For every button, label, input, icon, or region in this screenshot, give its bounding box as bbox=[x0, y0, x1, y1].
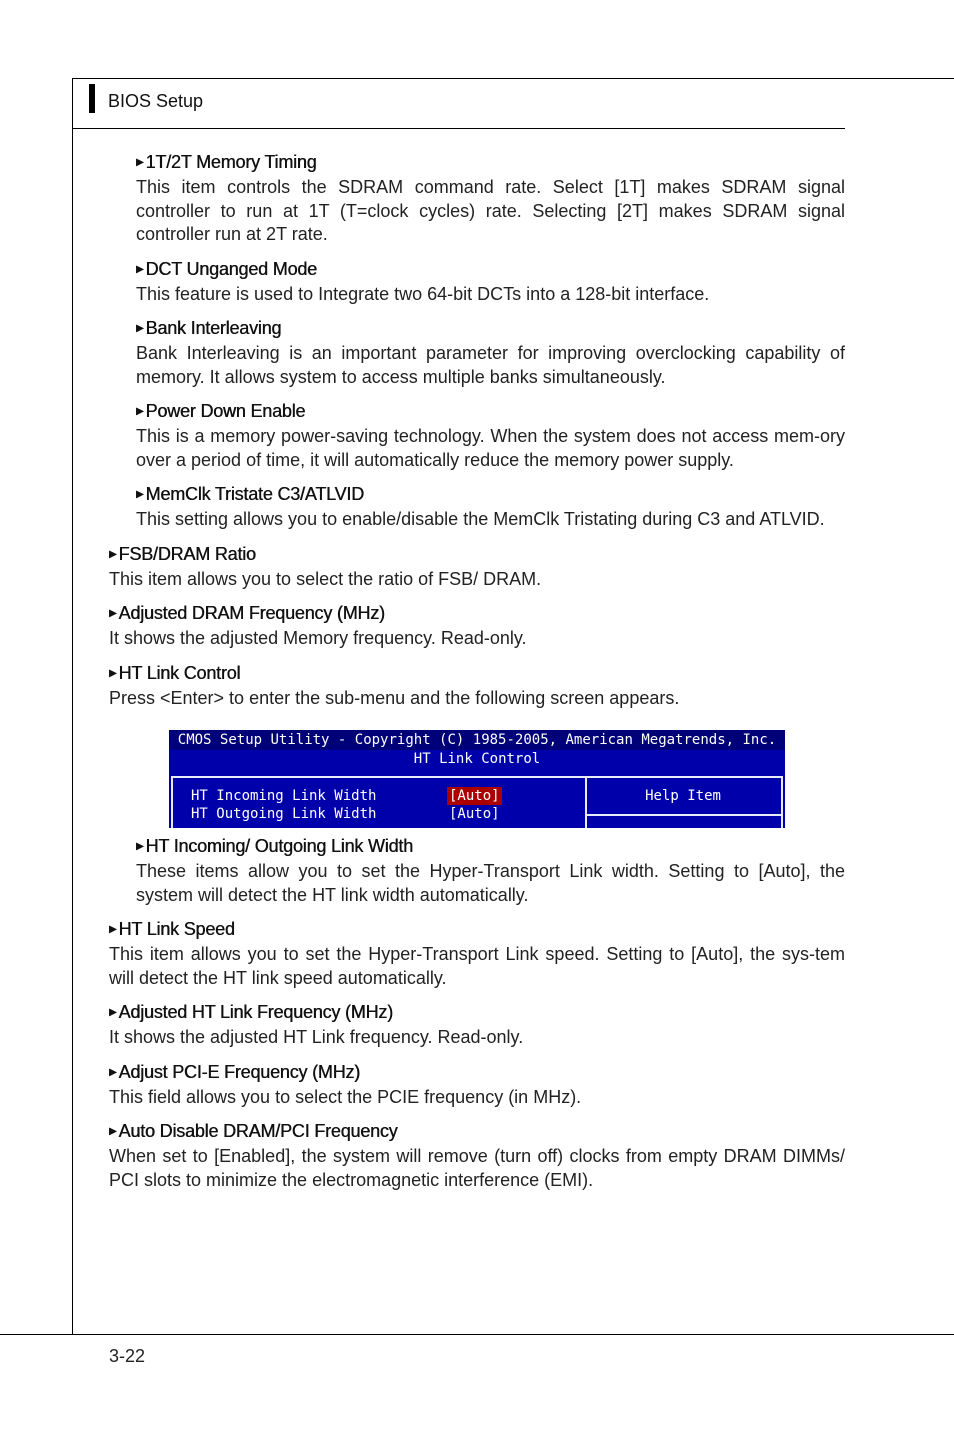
section-body: Bank Interleaving is an important parameter for improving overclocking capability of memory. It allows system to access multiple banks simultaneously. bbox=[136, 343, 845, 387]
arrow-right-icon: ▶ bbox=[109, 667, 117, 679]
footer-rule bbox=[0, 1334, 954, 1335]
bios-option-value-selected[interactable]: [Auto] bbox=[449, 788, 500, 804]
section-heading bbox=[136, 399, 845, 423]
section-title: Adjusted DRAM Frequency (MHz) bbox=[118, 603, 385, 623]
arrow-right-icon: ▶ bbox=[136, 157, 144, 168]
section-heading bbox=[136, 482, 845, 506]
bios-screenshot-wrapper bbox=[109, 710, 845, 834]
section-heading bbox=[109, 661, 845, 685]
section-body: This field allows you to select the PCIE frequency (in MHz). bbox=[109, 1086, 582, 1107]
section-ht-link-width bbox=[136, 834, 845, 907]
section-heading bbox=[109, 1119, 845, 1143]
section-body: These items allow you to set the Hyper-Transport Link width. Setting to [Auto], the system will detect the HT link width automatically. bbox=[136, 861, 845, 905]
arrow-right-icon: ▶ bbox=[136, 406, 144, 417]
section-heading bbox=[136, 150, 845, 174]
section-1t2t-memory-timing bbox=[136, 150, 845, 247]
section-body: It shows the adjusted Memory frequency. Read-only. bbox=[109, 628, 527, 648]
section-bank-interleaving bbox=[136, 316, 845, 389]
bios-help-title: Help Item bbox=[645, 788, 721, 804]
section-title: Power Down Enable bbox=[145, 401, 306, 421]
section-body: This feature is used to Integrate two 64-bit DCTs into a 128-bit interface. bbox=[136, 283, 710, 304]
section-title: MemClk Tristate C3/ATLVID bbox=[145, 484, 364, 504]
section-title: Adjust PCI-E Frequency (MHz) bbox=[118, 1061, 360, 1082]
section-body: When set to [Enabled], the system will remove (turn off) clocks from empty DRAM DIMMs/ PCI slots to minimize the electromagnetic interference (EMI). bbox=[109, 1146, 845, 1190]
section-title: 1T/2T Memory Timing bbox=[145, 152, 317, 172]
section-body: This is a memory power-saving technology. When the system does not access mem-ory over a period of time, it will automatically reduce the memory power supply. bbox=[136, 426, 845, 470]
section-adjust-pcie-frequency bbox=[109, 1060, 845, 1110]
arrow-right-icon: ▶ bbox=[136, 489, 144, 500]
section-ht-link-speed bbox=[109, 917, 845, 990]
header-marker-bar bbox=[89, 84, 95, 113]
section-title: HT Link Control bbox=[118, 662, 241, 683]
section-body: Press <Enter> to enter the sub-menu and the following screen appears. bbox=[109, 687, 680, 708]
bios-option-value[interactable]: [Auto] bbox=[449, 806, 500, 822]
section-body: This setting allows you to enable/disable the MemClk Tristating during C3 and ATLVID. bbox=[136, 509, 825, 529]
section-body: This item allows you to set the Hyper-Transport Link speed. Setting to [Auto], the sys-tem will detect the HT link speed automatically. bbox=[109, 944, 845, 988]
section-ht-link-control bbox=[109, 661, 845, 711]
section-body: This item allows you to select the ratio of FSB/ DRAM. bbox=[109, 568, 542, 589]
section-adjusted-ht-link-frequency bbox=[109, 1000, 845, 1050]
arrow-right-icon: ▶ bbox=[136, 841, 144, 852]
arrow-right-icon: ▶ bbox=[109, 924, 117, 935]
header-underline bbox=[72, 128, 845, 129]
section-fsb-dram-ratio bbox=[109, 542, 845, 592]
section-title: HT Link Speed bbox=[118, 919, 235, 939]
bios-screen bbox=[169, 730, 785, 828]
section-title: DCT Unganged Mode bbox=[145, 258, 317, 279]
section-heading bbox=[109, 601, 845, 625]
page-number: 3-22 bbox=[109, 1346, 146, 1366]
bios-menu-title: HT Link Control bbox=[413, 751, 541, 767]
section-title: Auto Disable DRAM/PCI Frequency bbox=[118, 1121, 398, 1141]
section-heading bbox=[136, 834, 845, 858]
section-memclk-tristate bbox=[136, 482, 845, 532]
bios-title-bar: CMOS Setup Utility - Copyright (C) 1985-2005, American Megatrends, Inc. bbox=[169, 730, 785, 750]
page-content bbox=[109, 150, 845, 1202]
section-heading bbox=[109, 542, 845, 566]
section-power-down-enable bbox=[136, 399, 845, 472]
section-body: It shows the adjusted HT Link frequency. Read-only. bbox=[109, 1027, 524, 1047]
section-dct-unganged-mode bbox=[136, 257, 845, 307]
arrow-right-icon: ▶ bbox=[136, 263, 144, 275]
section-heading bbox=[136, 257, 845, 281]
section-title: HT Incoming/ Outgoing Link Width bbox=[145, 836, 413, 856]
section-title: FSB/DRAM Ratio bbox=[118, 543, 256, 564]
arrow-right-icon: ▶ bbox=[109, 1066, 117, 1078]
header-rule bbox=[72, 78, 954, 79]
bios-option-label[interactable]: HT Outgoing Link Width bbox=[191, 806, 377, 822]
arrow-right-icon: ▶ bbox=[109, 1126, 117, 1137]
section-heading bbox=[109, 917, 845, 941]
section-heading bbox=[109, 1000, 845, 1024]
bios-option-label[interactable]: HT Incoming Link Width bbox=[191, 788, 377, 804]
arrow-right-icon: ▶ bbox=[109, 1007, 117, 1018]
section-heading bbox=[109, 1060, 845, 1084]
section-title: Bank Interleaving bbox=[145, 318, 282, 338]
arrow-right-icon: ▶ bbox=[109, 608, 117, 619]
arrow-right-icon: ▶ bbox=[109, 548, 117, 560]
bios-help-rule bbox=[587, 814, 781, 816]
section-title: Adjusted HT Link Frequency (MHz) bbox=[118, 1002, 393, 1022]
section-heading bbox=[136, 316, 845, 340]
arrow-right-icon: ▶ bbox=[136, 323, 144, 334]
section-body: This item controls the SDRAM command rate. Select [1T] makes SDRAM signal controller to run at 1T (T=clock cycles) rate. Selecting [2T] makes SDRAM signal controller run at 2T rate. bbox=[136, 177, 845, 244]
page-header-title: BIOS Setup bbox=[108, 91, 204, 111]
margin-rule bbox=[72, 78, 73, 1335]
section-auto-disable-dram-pci bbox=[109, 1119, 845, 1192]
section-adjusted-dram-frequency bbox=[109, 601, 845, 651]
